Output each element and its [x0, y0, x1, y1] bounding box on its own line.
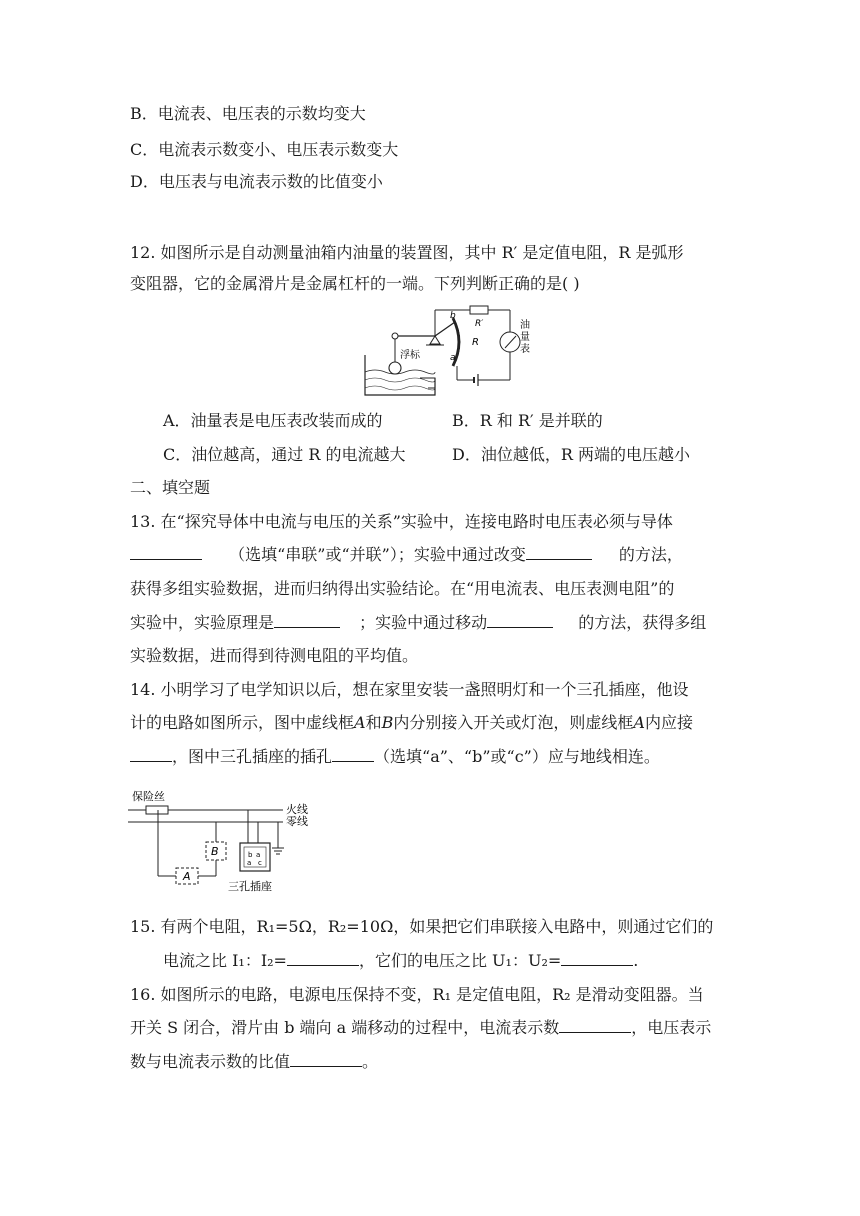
q15-line2: 电流之比 I₁：I₂= ，它们的电压之比 U₁：U₂= .: [163, 951, 639, 970]
q13-blank-3[interactable]: [274, 613, 340, 628]
q12-option-a: A．油量表是电压表改装而成的: [163, 411, 383, 430]
q13-line3: 获得多组实验数据，进而归纳得出实验结论。在“用电流表、电压表测电阻”的: [130, 579, 675, 598]
q16-blank-2[interactable]: [290, 1052, 362, 1067]
q14-line1: 14. 小明学习了电学知识以后，想在家里安装一盏照明灯和一个三孔插座，他设: [130, 680, 689, 699]
section-heading: 二、填空题: [130, 478, 211, 497]
household-circuit-diagram: [128, 788, 338, 898]
svg-text:a: a: [247, 859, 252, 867]
oil-gauge-circuit-diagram: [360, 300, 530, 400]
q14-line3: ，图中三孔插座的插孔 （选填“a”、“b”或“c”）应与地线相连。: [130, 747, 660, 767]
label-a: a: [450, 353, 456, 363]
q15-blank-1[interactable]: [287, 951, 359, 966]
q15-blank-2[interactable]: [561, 951, 633, 966]
label-box-a: A: [183, 870, 191, 883]
label-oil-meter: [520, 318, 530, 355]
q13-line5: 实验数据，进而得到待测电阻的平均值。: [130, 646, 419, 665]
label-rprime: R′: [475, 319, 484, 329]
q16-blank-1[interactable]: [559, 1018, 631, 1033]
q12-option-d: D．油位越低，R 两端的电压越小: [452, 445, 690, 464]
svg-text:c: c: [258, 859, 262, 867]
label-float: 浮标: [400, 350, 420, 361]
fuse-shape: [146, 806, 168, 814]
q14-blank-1[interactable]: [130, 747, 172, 762]
q13-blank-1[interactable]: [130, 545, 202, 560]
float-shape: [389, 362, 401, 374]
q13-blank-2[interactable]: [526, 545, 592, 560]
svg-text:表: 表: [520, 344, 530, 355]
label-box-b: B: [211, 845, 219, 858]
q16-line3: 数与电流表示数的比值 。: [130, 1052, 379, 1071]
q14-blank-2[interactable]: [332, 747, 374, 762]
q13-line1: 13. 在“探究导体中电流与电压的关系”实验中，连接电路时电压表必须与导体: [130, 512, 673, 531]
q14-line2: 计的电路如图所示，图中虚线框A和B内分别接入开关或灯泡，则虚线框A内应接: [130, 713, 693, 732]
label-socket: 三孔插座: [228, 880, 272, 893]
q12-option-c: C．油位越高，通过 R 的电流越大: [163, 445, 406, 464]
label-live: 火线: [286, 803, 308, 816]
q11-option-b: B．电流表、电压表的示数均变大: [130, 104, 366, 123]
label-fuse: 保险丝: [132, 790, 165, 803]
label-b: b: [450, 311, 456, 321]
label-neutral: 零线: [286, 815, 308, 828]
fixed-resistor-rprime: [470, 306, 488, 314]
q12-option-b: B．R 和 R′ 是并联的: [452, 411, 603, 430]
q15-line1: 15. 有两个电阻，R₁=5Ω，R₂=10Ω，如果把它们串联接入电路中，则通过它们的: [130, 917, 714, 936]
svg-text:b: b: [248, 851, 253, 859]
svg-text:油: 油: [520, 320, 530, 331]
q12-stem-line2: 变阻器，它的金属滑片是金属杠杆的一端。下列判断正确的是( ): [130, 274, 580, 293]
q13-line4: 实验中，实验原理是 ；实验中通过移动 的方法，获得多组: [130, 613, 707, 632]
svg-text:a: a: [256, 851, 261, 859]
q12-stem-line1: 12. 如图所示是自动测量油箱内油量的装置图，其中 R′ 是定值电阻，R 是弧形: [130, 243, 684, 262]
q13-blank-4[interactable]: [487, 613, 553, 628]
q16-line1: 16. 如图所示的电路，电源电压保持不变，R₁ 是定值电阻，R₂ 是滑动变阻器。当: [130, 985, 704, 1004]
q11-option-c: C．电流表示数变小、电压表示数变大: [130, 140, 399, 159]
q11-option-d: D．电压表与电流表示数的比值变小: [130, 172, 383, 191]
svg-text:量: 量: [520, 332, 530, 343]
q13-line2: （选填“串联”或“并联”）；实验中通过改变 的方法，: [130, 545, 683, 565]
label-r: R: [472, 337, 479, 348]
q16-line2: 开关 S 闭合，滑片由 b 端向 a 端移动的过程中，电流表示数 ，电压表示: [130, 1018, 712, 1037]
